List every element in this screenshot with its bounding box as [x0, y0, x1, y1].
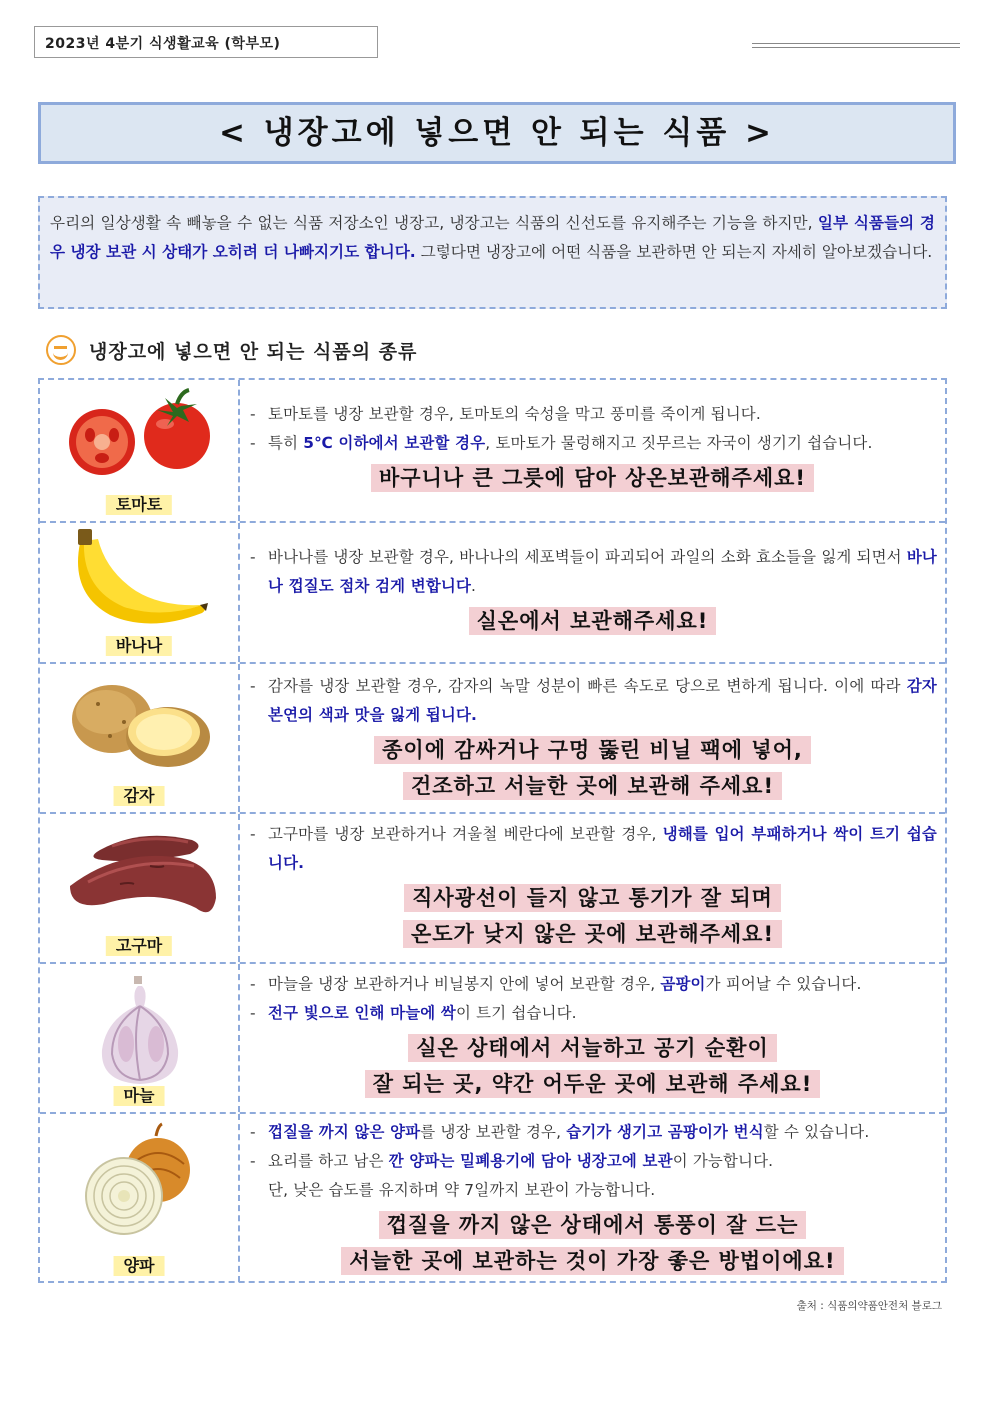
food-text-cell — [248, 380, 937, 541]
storage-tip-text: 종이에 감싸거나 구멍 뚫린 비닐 팩에 넣어, — [374, 736, 811, 764]
description-line — [248, 543, 937, 601]
description-text: 이 가능합니다. — [672, 1152, 774, 1170]
banana-icon — [40, 523, 240, 638]
intro-text-2: 그렇다면 냉장고에 어떤 식품을 보관하면 안 되는지 자세히 알아보겠습니다. — [415, 243, 933, 261]
description-text: 바나나를 냉장 보관할 경우, 바나나의 세포벽들이 파괴되어 과일의 소화 효소들을 잃게 되면서 — [268, 548, 907, 566]
food-image-cell — [40, 380, 240, 521]
food-label: 바나나 — [106, 636, 172, 656]
emphasis-text: 껍질을 까지 않은 양파 — [268, 1123, 421, 1141]
description-line — [248, 1176, 937, 1205]
storage-tip — [248, 1211, 937, 1283]
storage-tip-text: 바구니나 큰 그릇에 담아 상온보관해주세요! — [371, 464, 814, 492]
storage-tip — [248, 464, 937, 500]
description-line — [248, 970, 937, 999]
description-line — [248, 820, 937, 878]
potato-icon — [40, 664, 240, 784]
storage-tip-text: 잘 되는 곳, 약간 어두운 곳에 보관해 주세요! — [365, 1070, 821, 1098]
intro-box — [38, 196, 947, 309]
section-heading — [46, 334, 417, 366]
food-text-cell — [248, 1114, 937, 1286]
food-image-cell — [40, 523, 240, 662]
storage-tip-text: 껍질을 까지 않은 상태에서 통풍이 잘 드는 — [379, 1211, 807, 1239]
description-text: 요리를 하고 남은 — [268, 1152, 389, 1170]
food-row — [40, 812, 945, 962]
description-text: . — [471, 577, 477, 595]
smiley-icon — [46, 335, 76, 365]
header-label: 2023년 4분기 식생활교육 (학부모) — [34, 26, 378, 58]
intro-emphasis: 일부 식품들의 경우 냉장 보관 시 상태가 오히려 더 나빠지기도 합니다. — [50, 214, 935, 261]
emphasis-text: 곰팡이 — [660, 975, 706, 993]
garlic-icon — [40, 964, 240, 1089]
emphasis-text: 전구 빛으로 인해 마늘에 싹 — [268, 1004, 456, 1022]
sweet-potato-icon — [40, 814, 240, 934]
food-table — [38, 378, 947, 1283]
storage-tip — [248, 607, 937, 643]
storage-tip-text: 실온에서 보관해주세요! — [469, 607, 717, 635]
food-text-cell — [248, 964, 937, 1118]
storage-tip — [248, 1034, 937, 1106]
description-text: 이 트기 쉽습니다. — [455, 1004, 577, 1022]
emphasis-text: 감자 본연의 색과 맛을 잃게 됩니다. — [268, 677, 937, 724]
storage-tip-text: 서늘한 곳에 보관하는 것이 가장 좋은 방법이에요! — [341, 1247, 843, 1275]
food-image-cell — [40, 814, 240, 962]
description-line — [248, 400, 937, 429]
storage-tip — [248, 884, 937, 956]
description-line — [248, 1147, 937, 1176]
description-text: 할 수 있습니다. — [763, 1123, 870, 1141]
onion-icon — [40, 1114, 240, 1254]
storage-tip-text: 직사광선이 들지 않고 통기가 잘 되며 — [404, 884, 781, 912]
emphasis-text: 습기가 생기고 곰팡이가 번식 — [566, 1123, 764, 1141]
food-text-cell — [248, 523, 937, 682]
description-line — [248, 672, 937, 730]
food-row — [40, 521, 945, 662]
food-label: 마늘 — [114, 1086, 165, 1106]
header-rule — [752, 43, 960, 51]
food-text-cell — [248, 814, 937, 968]
food-image-cell — [40, 1114, 240, 1282]
food-row — [40, 662, 945, 812]
emphasis-text: 바나나 껍질도 점차 검게 변합니다 — [268, 548, 937, 595]
description-text: 토마토를 냉장 보관할 경우, 토마토의 숙성을 막고 풍미를 죽이게 됩니다. — [268, 405, 761, 423]
emphasis-text: 5℃ 이하에서 보관할 경우 — [303, 434, 486, 452]
description-line — [248, 1118, 937, 1147]
food-row — [40, 380, 945, 521]
page-title: < 냉장고에 넣으면 안 되는 식품 > — [38, 102, 956, 164]
tomato-icon — [40, 380, 240, 495]
description-text: , 토마토가 물렁해지고 짓무르는 자국이 생기기 쉽습니다. — [485, 434, 873, 452]
description-text: 가 피어날 수 있습니다. — [705, 975, 862, 993]
section-title: 냉장고에 넣으면 안 되는 식품의 종류 — [89, 340, 418, 363]
emphasis-text: 깐 양파는 밀폐용기에 담아 냉장고에 보관 — [388, 1152, 673, 1170]
food-text-cell — [248, 664, 937, 820]
description-text: 특히 — [268, 434, 304, 452]
food-label: 양파 — [114, 1256, 165, 1276]
food-label: 토마토 — [106, 495, 172, 515]
description-line — [248, 429, 937, 458]
emphasis-text: 냉해를 입어 부패하거나 싹이 트기 쉽습니다. — [268, 825, 937, 872]
description-text: 마늘을 냉장 보관하거나 비닐봉지 안에 넣어 보관할 경우, — [268, 975, 661, 993]
storage-tip-text: 온도가 낮지 않은 곳에 보관해주세요! — [403, 920, 782, 948]
description-line — [248, 999, 937, 1028]
description-text: 를 냉장 보관할 경우, — [420, 1123, 567, 1141]
food-row — [40, 1112, 945, 1282]
description-text: 단, 낮은 습도를 유지하며 약 7일까지 보관이 가능합니다. — [268, 1181, 656, 1199]
intro-text-1: 우리의 일상생활 속 빼놓을 수 없는 식품 저장소인 냉장고, 냉장고는 식품의 신선도를 유지해주는 기능을 하지만, — [50, 214, 818, 232]
food-row — [40, 962, 945, 1112]
storage-tip — [248, 736, 937, 808]
food-label: 감자 — [114, 786, 165, 806]
description-text: 감자를 냉장 보관할 경우, 감자의 녹말 성분이 빠른 속도로 당으로 변하게 됩니다. 이에 따라 — [268, 677, 907, 695]
storage-tip-text: 실온 상태에서 서늘하고 공기 순환이 — [408, 1034, 777, 1062]
food-image-cell — [40, 964, 240, 1112]
source-note: 출처 : 식품의약품안전처 블로그 — [796, 1300, 942, 1312]
description-text: 고구마를 냉장 보관하거나 겨울철 베란다에 보관할 경우, — [268, 825, 663, 843]
storage-tip-text: 건조하고 서늘한 곳에 보관해 주세요! — [403, 772, 782, 800]
food-image-cell — [40, 664, 240, 812]
food-label: 고구마 — [106, 936, 172, 956]
